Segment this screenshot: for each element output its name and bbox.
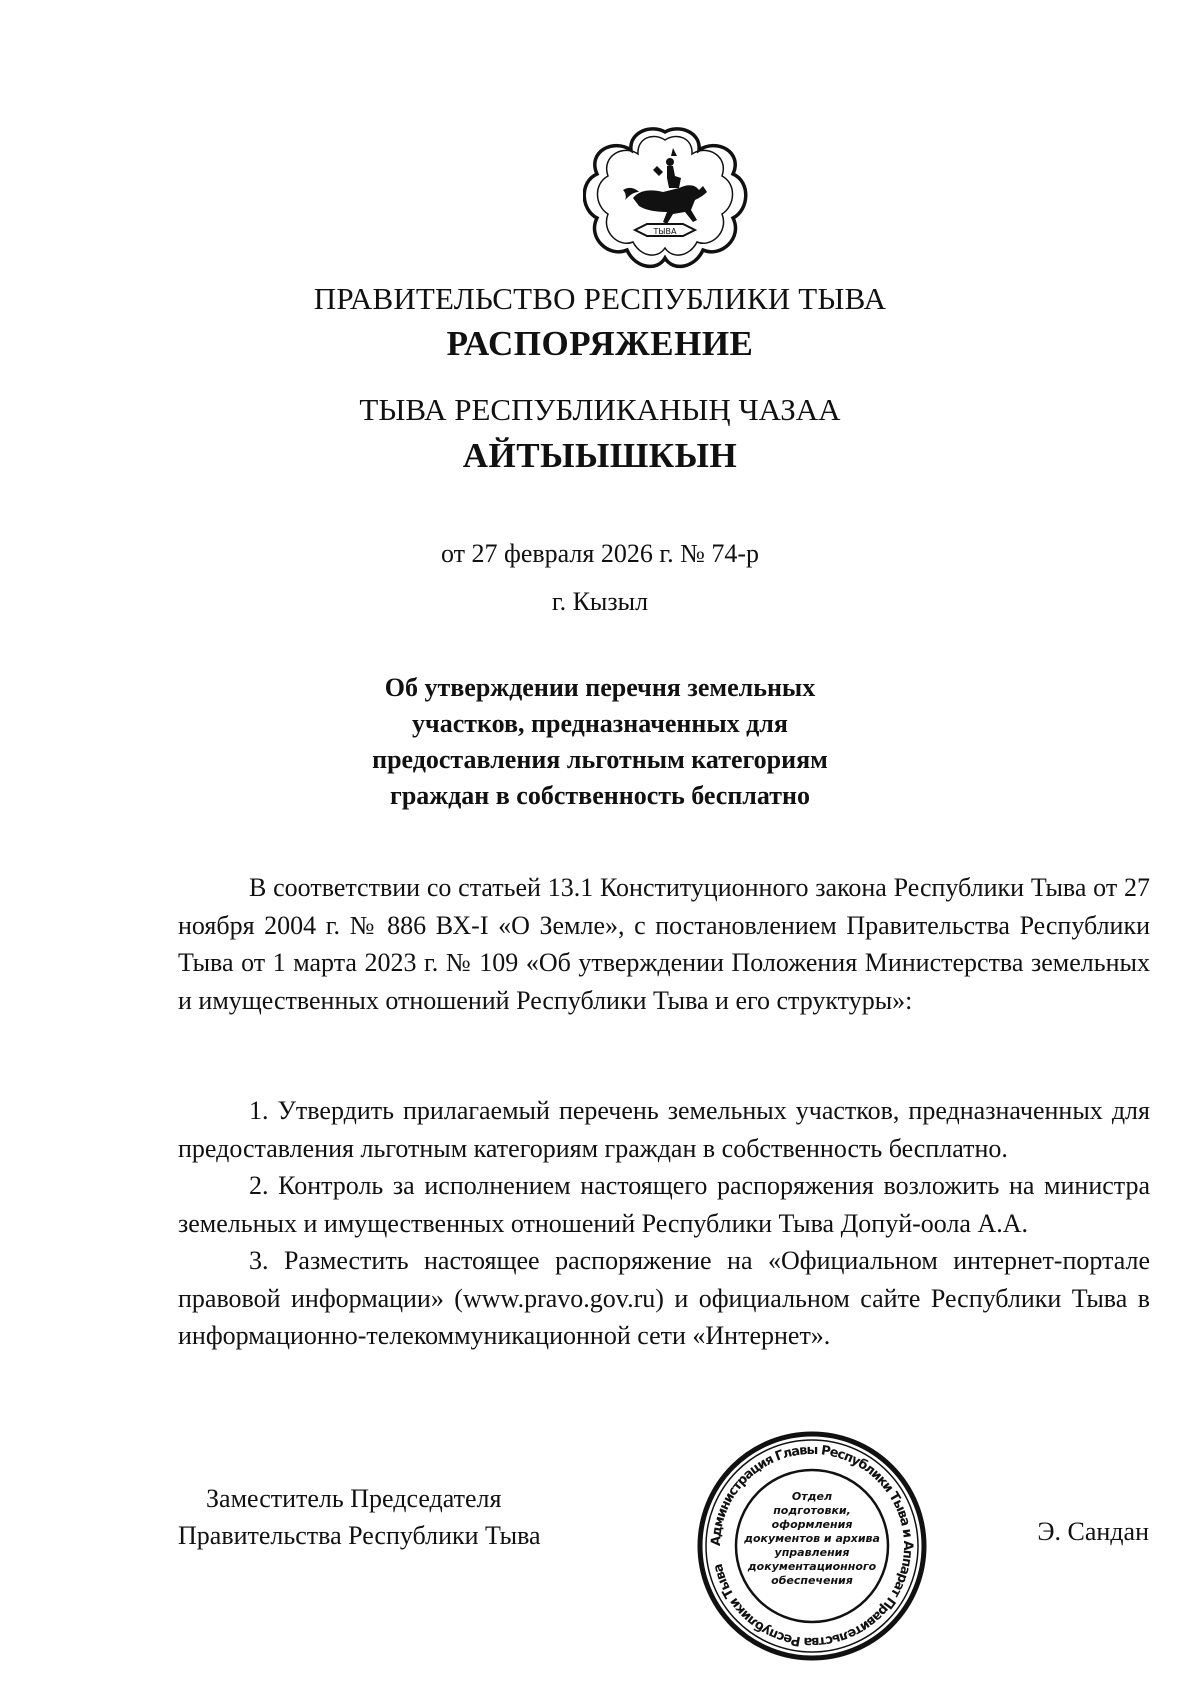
subject-line: граждан в собственность бесплатно: [390, 781, 810, 810]
subject-line: Об утверждении перечня земельных: [384, 673, 816, 702]
preamble-text: В соответствии со статьей 13.1 Конституционного закона Республики Тыва от 27 ноября 2004 г. № 886 ВХ-I «О Земле», с постановлением Правительства Республики Тыва от 1 марта 2023 г. № 109 «Об утверждении Положения Министерства земельных и имущественных отношений Республики Тыва и его структуры»:: [178, 873, 1150, 1015]
resolution-item: 3. Разместить настоящее распоряжение на «Официальном интернет-портале правовой информации» (www.pravo.gov.ru) и официальном сайте Республики Тыва в информационно-телекоммуникационной сети «Интернет».: [178, 1246, 1150, 1350]
coat-of-arms-emblem: [583, 126, 748, 271]
svg-text:оформления: оформления: [771, 1518, 853, 1531]
signatory-name: Э. Сандан: [1037, 1517, 1149, 1546]
svg-text:ТЫВА: ТЫВА: [653, 227, 677, 236]
svg-text:обеспечения: обеспечения: [771, 1574, 853, 1587]
official-stamp: [694, 1428, 930, 1664]
signatory-position-line: Правительства Республики Тыва: [178, 1521, 541, 1550]
svg-text:управления: управления: [774, 1546, 850, 1559]
document-type-ru: РАСПОРЯЖЕНИЕ: [446, 324, 754, 363]
svg-text:документационного: документационного: [747, 1560, 877, 1573]
resolution-item: 1. Утвердить прилагаемый перечень земельных участков, предназначенных для предоставления льготным категориям граждан в собственность бесплатно.: [178, 1096, 1150, 1163]
resolution-item: 2. Контроль за исполнением настоящего распоряжения возложить на министра земельных и имущественных отношений Республики Тыва Допуй-оола А.А.: [178, 1171, 1150, 1238]
preamble: [178, 869, 1150, 1019]
document-subject: [330, 670, 870, 814]
document-place: г. Кызыл: [551, 587, 649, 616]
svg-text:подготовки,: подготовки,: [773, 1504, 851, 1517]
government-title-ru: ПРАВИТЕЛЬСТВО РЕСПУБЛИКИ ТЫВА: [313, 281, 887, 316]
signatory-position-line: Заместитель Председателя: [206, 1484, 502, 1513]
document-date-number: от 27 февраля 2026 г. № 74-р: [440, 539, 760, 568]
svg-text:Администрация Главы Республики: Администрация Главы Республики Тыва и Аппарат Правительства Республики Тыва: [708, 1442, 916, 1650]
svg-text:документов и архива: документов и архива: [744, 1532, 880, 1545]
document-type-tyv: АЙТЫЫШКЫН: [462, 436, 738, 475]
signatory-position: [178, 1480, 541, 1554]
subject-line: предоставления льготным категориям: [372, 745, 828, 774]
resolution-items: [178, 1092, 1150, 1355]
government-title-tyv: ТЫВА РЕСПУБЛИКАНЫҢ ЧАЗАА: [359, 392, 841, 427]
subject-line: участков, предназначенных для: [412, 709, 788, 738]
svg-text:Отдел: Отдел: [791, 1490, 833, 1503]
